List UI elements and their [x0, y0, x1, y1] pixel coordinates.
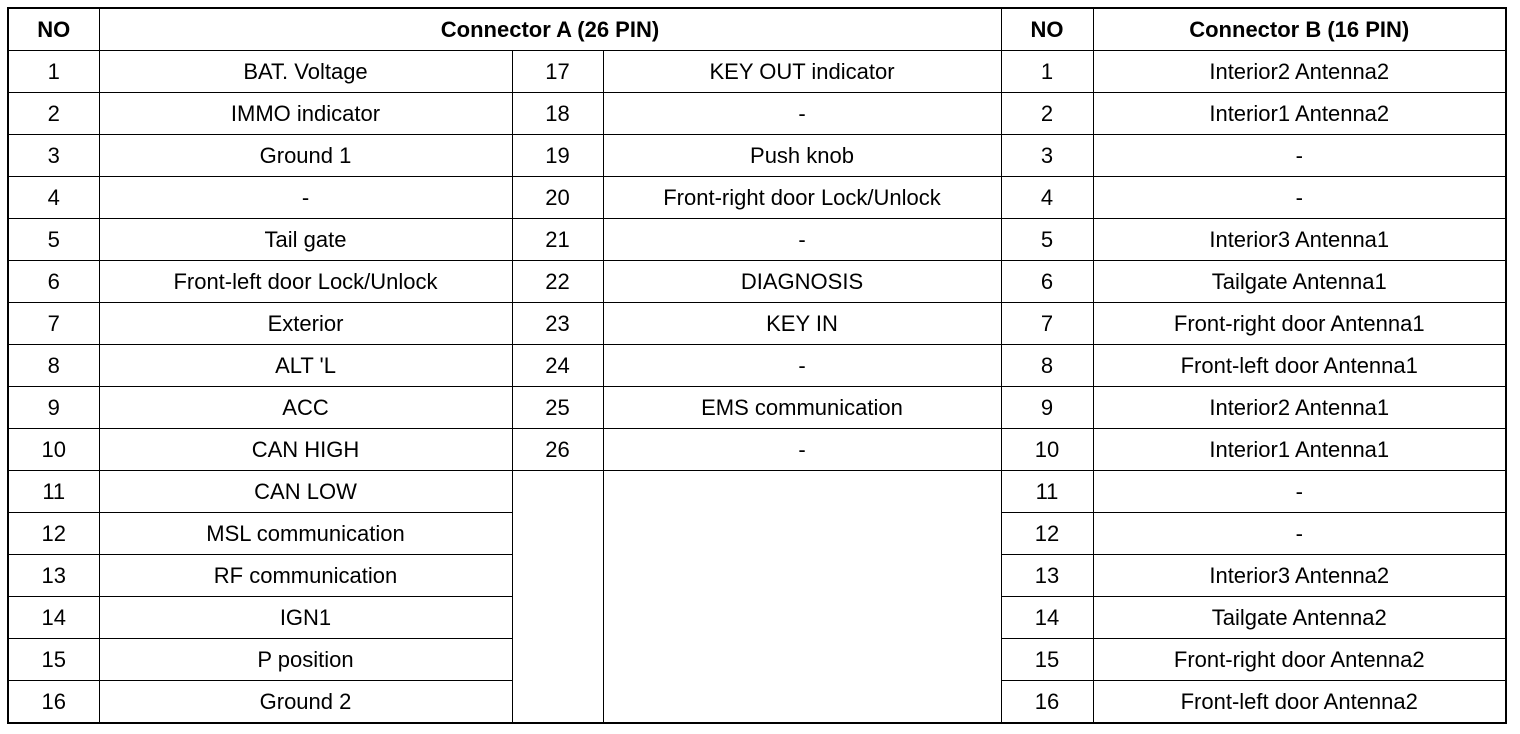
connector-a-pin-no: 26 — [512, 429, 603, 471]
connector-b-pin-desc: Front-left door Antenna2 — [1093, 681, 1506, 724]
connector-a-pin-no: 12 — [8, 513, 99, 555]
connector-a-pin-desc: MSL communication — [99, 513, 512, 555]
connector-b-pin-no: 3 — [1001, 135, 1093, 177]
connector-b-pin-no: 1 — [1001, 51, 1093, 93]
connector-b-pin-no: 2 — [1001, 93, 1093, 135]
connector-a-pin-desc: RF communication — [99, 555, 512, 597]
connector-b-pin-no: 6 — [1001, 261, 1093, 303]
connector-a-pin-no: 16 — [8, 681, 99, 724]
connector-a-pin-no: 22 — [512, 261, 603, 303]
connector-b-pin-no: 4 — [1001, 177, 1093, 219]
connector-a-pin-desc: ALT 'L — [99, 345, 512, 387]
connector-a-pin-desc: Ground 2 — [99, 681, 512, 724]
table-row — [8, 429, 1506, 471]
connector-b-pin-desc: Tailgate Antenna1 — [1093, 261, 1506, 303]
table-row — [8, 471, 1506, 513]
connector-b-pin-no: 8 — [1001, 345, 1093, 387]
connector-b-pin-desc: Front-right door Antenna2 — [1093, 639, 1506, 681]
connector-a-pin-desc: - — [603, 345, 1001, 387]
connector-a-pin-no: 20 — [512, 177, 603, 219]
table-row — [8, 345, 1506, 387]
header-no-right: NO — [1001, 8, 1093, 51]
connector-a-pin-no: 25 — [512, 387, 603, 429]
connector-b-pin-desc: Tailgate Antenna2 — [1093, 597, 1506, 639]
connector-b-pin-desc: Front-left door Antenna1 — [1093, 345, 1506, 387]
connector-b-pin-desc: - — [1093, 471, 1506, 513]
empty-cell — [603, 471, 1001, 724]
table-row — [8, 93, 1506, 135]
connector-a-pin-no: 3 — [8, 135, 99, 177]
header-row — [8, 8, 1506, 51]
connector-a-pin-no: 17 — [512, 51, 603, 93]
connector-a-pin-no: 23 — [512, 303, 603, 345]
connector-a-pin-no: 21 — [512, 219, 603, 261]
connector-a-pin-no: 10 — [8, 429, 99, 471]
header-no-left: NO — [8, 8, 99, 51]
connector-b-pin-desc: - — [1093, 177, 1506, 219]
connector-b-pin-no: 10 — [1001, 429, 1093, 471]
connector-b-pin-no: 13 — [1001, 555, 1093, 597]
connector-b-pin-no: 9 — [1001, 387, 1093, 429]
connector-a-pin-desc: IMMO indicator — [99, 93, 512, 135]
connector-a-pin-no: 6 — [8, 261, 99, 303]
table-row — [8, 135, 1506, 177]
pin-table-body — [8, 51, 1506, 724]
connector-a-pin-desc: Exterior — [99, 303, 512, 345]
connector-b-pin-desc: - — [1093, 135, 1506, 177]
connector-a-pin-no: 1 — [8, 51, 99, 93]
connector-b-pin-no: 15 — [1001, 639, 1093, 681]
connector-a-pin-desc: CAN HIGH — [99, 429, 512, 471]
connector-a-pin-desc: EMS communication — [603, 387, 1001, 429]
connector-a-pin-desc: Front-right door Lock/Unlock — [603, 177, 1001, 219]
connector-a-pin-no: 5 — [8, 219, 99, 261]
connector-b-pin-no: 12 — [1001, 513, 1093, 555]
connector-a-pin-no: 18 — [512, 93, 603, 135]
connector-a-pin-no: 7 — [8, 303, 99, 345]
connector-a-pin-no: 9 — [8, 387, 99, 429]
connector-a-pin-desc: - — [603, 219, 1001, 261]
connector-a-pin-no: 8 — [8, 345, 99, 387]
connector-a-pin-desc: BAT. Voltage — [99, 51, 512, 93]
table-row — [8, 387, 1506, 429]
connector-a-pin-no: 11 — [8, 471, 99, 513]
connector-pin-table — [7, 7, 1507, 724]
table-row — [8, 51, 1506, 93]
connector-a-pin-no: 15 — [8, 639, 99, 681]
connector-a-pin-desc: DIAGNOSIS — [603, 261, 1001, 303]
header-connector-a: Connector A (26 PIN) — [99, 8, 1001, 51]
connector-b-pin-desc: Interior2 Antenna1 — [1093, 387, 1506, 429]
connector-a-pin-desc: Front-left door Lock/Unlock — [99, 261, 512, 303]
connector-a-pin-desc: KEY OUT indicator — [603, 51, 1001, 93]
connector-b-pin-desc: Interior3 Antenna2 — [1093, 555, 1506, 597]
connector-a-pin-desc: P position — [99, 639, 512, 681]
connector-b-pin-no: 11 — [1001, 471, 1093, 513]
empty-cell — [512, 471, 603, 724]
connector-a-pin-desc: Ground 1 — [99, 135, 512, 177]
table-row — [8, 177, 1506, 219]
connector-b-pin-no: 7 — [1001, 303, 1093, 345]
connector-a-pin-no: 19 — [512, 135, 603, 177]
connector-a-pin-no: 2 — [8, 93, 99, 135]
connector-b-pin-desc: Interior1 Antenna2 — [1093, 93, 1506, 135]
connector-b-pin-desc: Interior3 Antenna1 — [1093, 219, 1506, 261]
connector-a-pin-desc: - — [603, 93, 1001, 135]
connector-b-pin-no: 5 — [1001, 219, 1093, 261]
connector-a-pin-desc: IGN1 — [99, 597, 512, 639]
connector-b-pin-no: 16 — [1001, 681, 1093, 724]
connector-a-pin-no: 24 — [512, 345, 603, 387]
table-row — [8, 261, 1506, 303]
connector-a-pin-desc: - — [99, 177, 512, 219]
connector-a-pin-desc: ACC — [99, 387, 512, 429]
connector-a-pin-desc: Tail gate — [99, 219, 512, 261]
connector-b-pin-desc: Front-right door Antenna1 — [1093, 303, 1506, 345]
connector-b-pin-desc: Interior1 Antenna1 — [1093, 429, 1506, 471]
connector-a-pin-desc: - — [603, 429, 1001, 471]
connector-a-pin-no: 13 — [8, 555, 99, 597]
connector-a-pin-no: 4 — [8, 177, 99, 219]
table-row — [8, 303, 1506, 345]
connector-a-pin-desc: CAN LOW — [99, 471, 512, 513]
table-row — [8, 219, 1506, 261]
connector-b-pin-desc: - — [1093, 513, 1506, 555]
connector-a-pin-desc: Push knob — [603, 135, 1001, 177]
header-connector-b: Connector B (16 PIN) — [1093, 8, 1506, 51]
connector-b-pin-desc: Interior2 Antenna2 — [1093, 51, 1506, 93]
connector-b-pin-no: 14 — [1001, 597, 1093, 639]
connector-a-pin-desc: KEY IN — [603, 303, 1001, 345]
connector-a-pin-no: 14 — [8, 597, 99, 639]
